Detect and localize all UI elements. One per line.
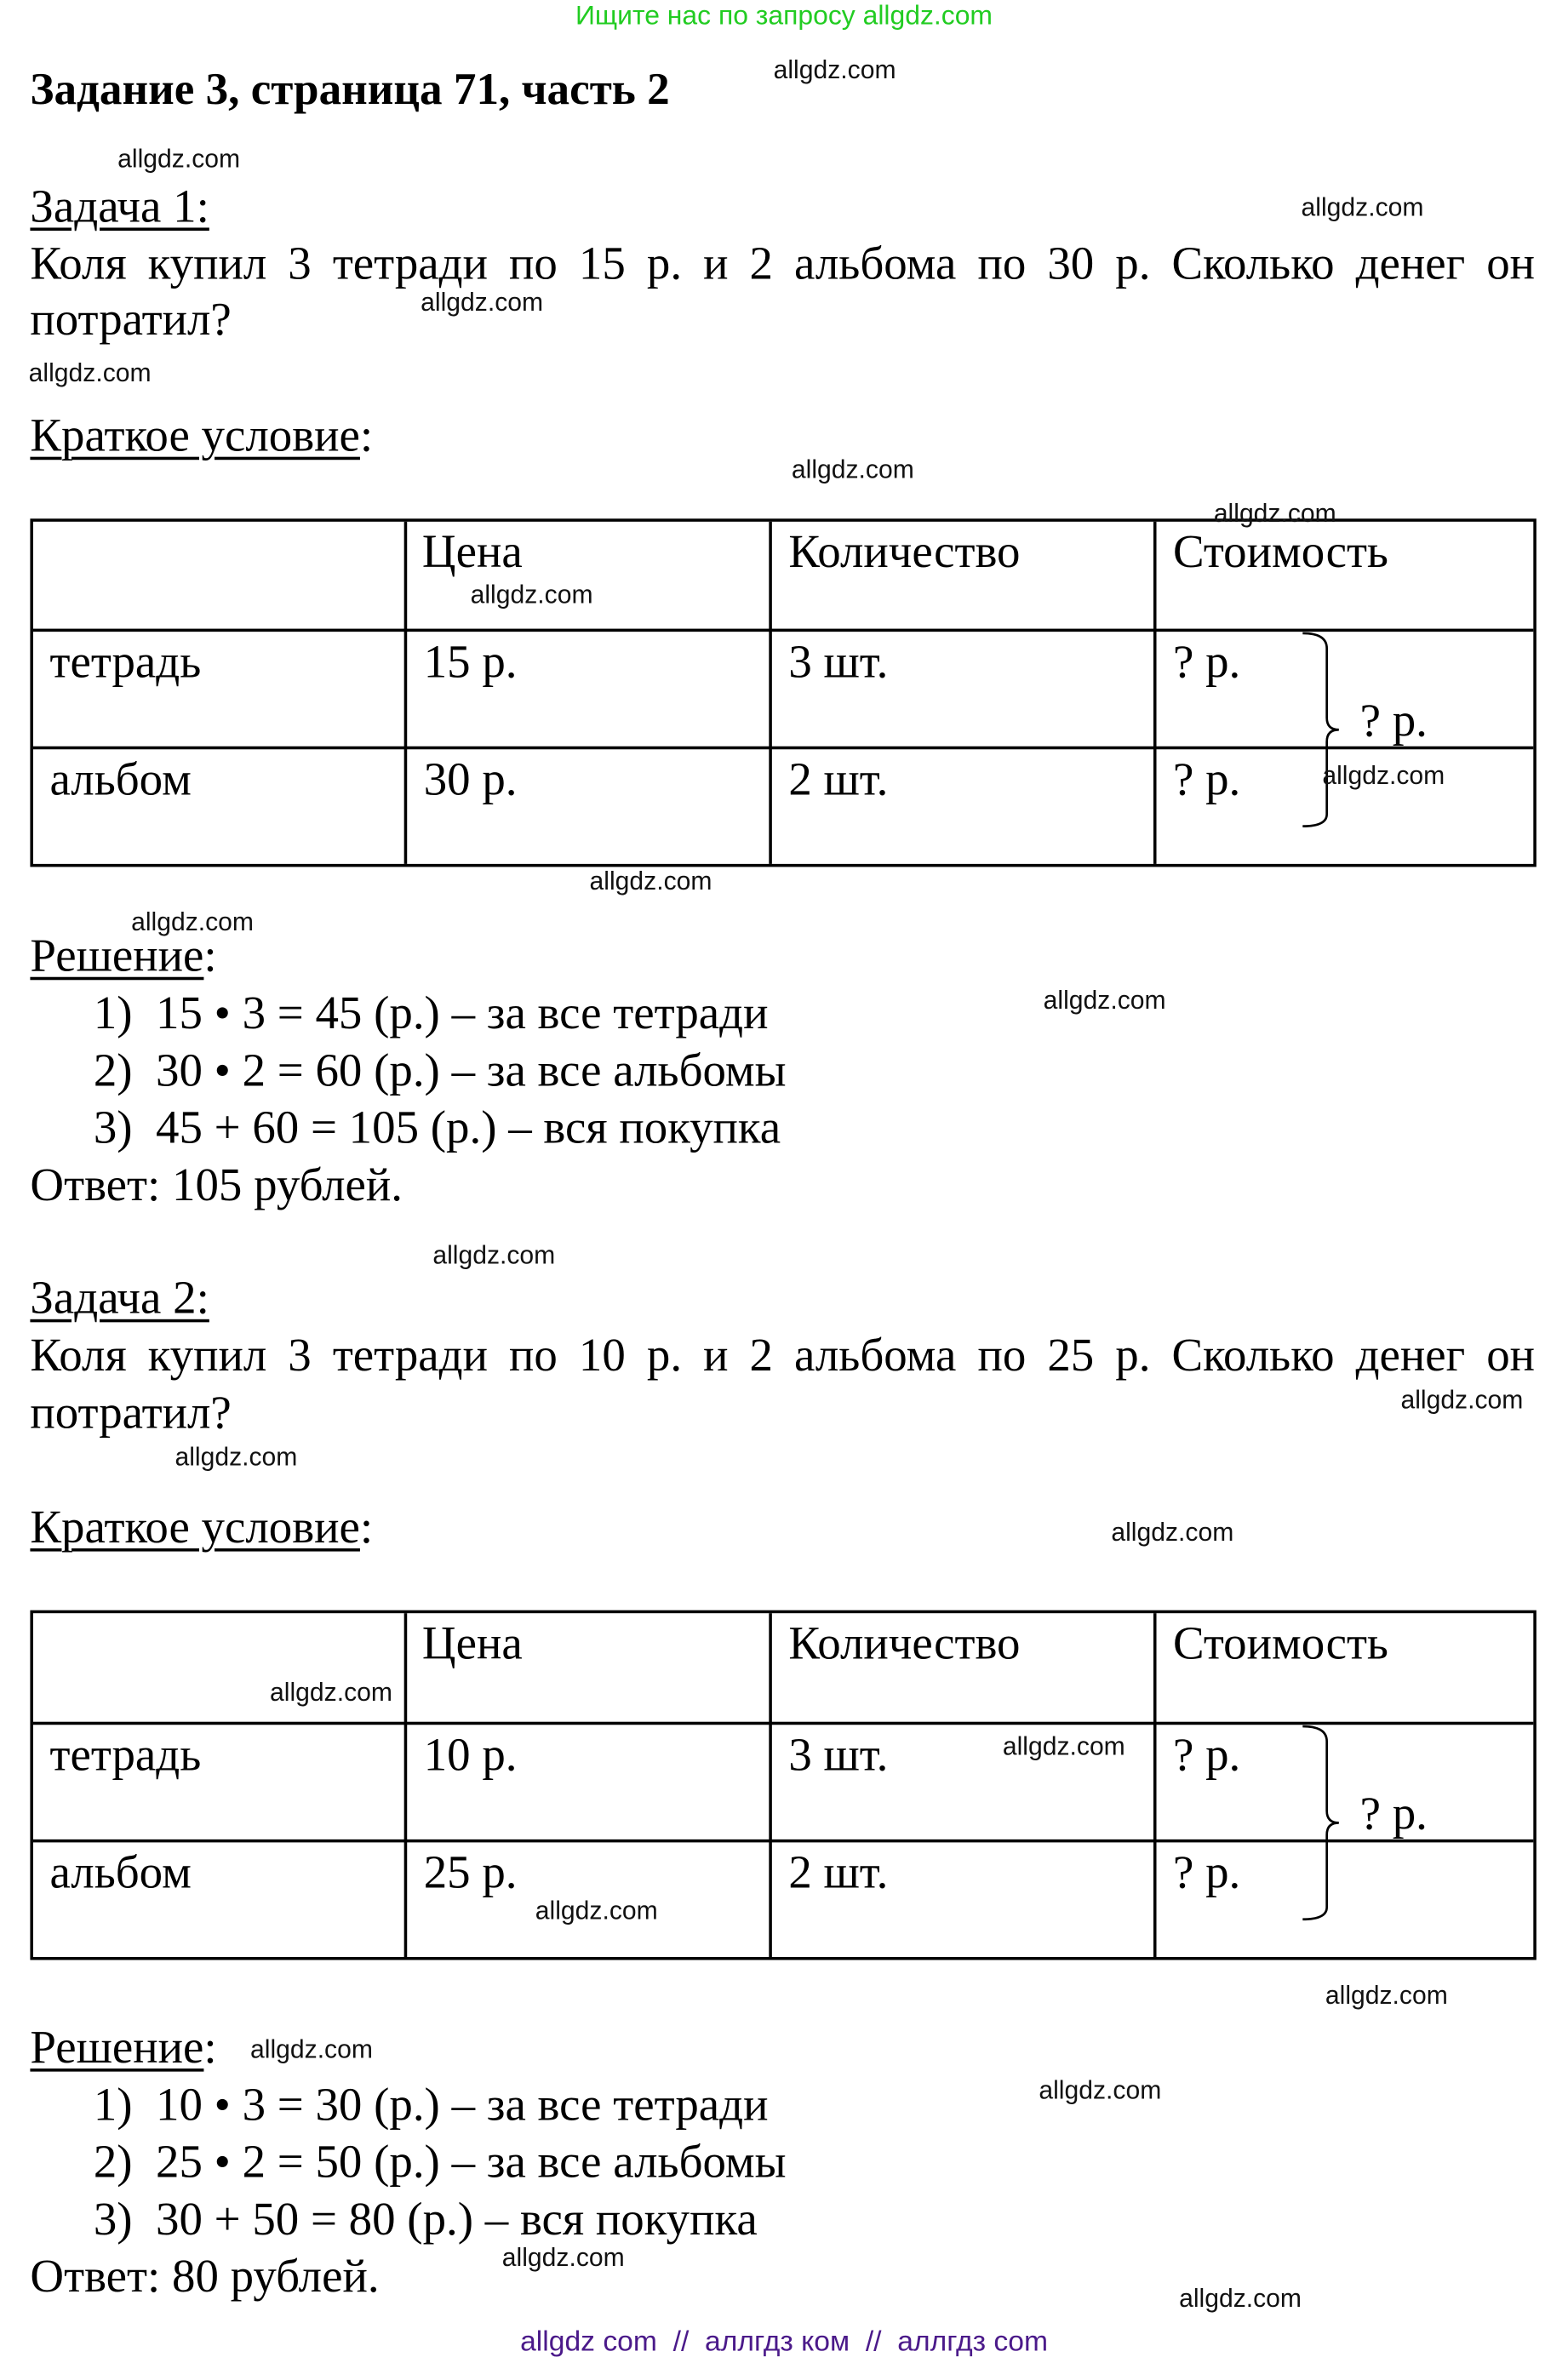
watermark: allgdz.com — [1039, 2075, 1162, 2105]
task1-step-3: 3) 45 + 60 = 105 (р.) – вся покупка — [93, 1100, 781, 1153]
task2-text-line1: Коля купил 3 тетради по 10 р. и 2 альбома по 25 р. Сколько денег он — [30, 1328, 1536, 1382]
row1-qty: 3 шт. — [788, 1727, 889, 1781]
row2-price: 30 р. — [423, 752, 518, 805]
task2-answer: Ответ: 80 рублей. — [30, 2249, 380, 2303]
row1-item: тетрадь — [49, 1727, 202, 1781]
watermark: allgdz.com — [421, 288, 544, 317]
watermark: allgdz.com — [28, 358, 152, 388]
row1-cost: ? р. — [1172, 1727, 1241, 1781]
watermark: allgdz.com — [250, 2035, 373, 2064]
watermark: allgdz.com — [432, 1240, 556, 1270]
header-quantity: Количество — [788, 1616, 1021, 1669]
top-banner: Ищите нас по запросу allgdz.com — [575, 0, 993, 31]
watermark: allgdz.com — [1400, 1385, 1524, 1415]
task1-text-line1: Коля купил 3 тетради по 15 р. и 2 альбома по 30 р. Сколько денег он — [30, 237, 1536, 290]
watermark: allgdz.com — [1301, 192, 1424, 222]
task1-step-1: 1) 15 • 3 = 45 (р.) – за все тетради — [93, 986, 769, 1039]
row2-item: альбом — [49, 752, 192, 805]
curly-brace-icon — [1267, 1723, 1342, 1925]
task1-condition-label: Краткое условие: — [30, 408, 374, 461]
watermark: allgdz.com — [773, 55, 896, 85]
total-cost: ? р. — [1359, 693, 1428, 747]
task1-solution-label: Решение: — [30, 929, 217, 982]
watermark: allgdz.com — [1111, 1518, 1234, 1548]
task1-answer: Ответ: 105 рублей. — [30, 1158, 403, 1211]
row2-cost: ? р. — [1172, 752, 1241, 805]
header-quantity: Количество — [788, 524, 1021, 578]
header-cost: Стоимость — [1172, 1616, 1388, 1669]
task1-table — [30, 518, 1536, 867]
watermark: allgdz.com — [791, 455, 914, 484]
task1-text-line2: потратил? — [30, 292, 232, 346]
table-col-line — [404, 522, 408, 864]
watermark: allgdz.com — [501, 2243, 625, 2273]
watermark: allgdz.com — [131, 907, 255, 936]
total-cost: ? р. — [1359, 1786, 1428, 1839]
task1-step-2: 2) 30 • 2 = 60 (р.) – за все альбомы — [93, 1043, 787, 1096]
row1-cost: ? р. — [1172, 634, 1241, 688]
watermark: allgdz.com — [470, 580, 593, 609]
task2-text-line2: потратил? — [30, 1385, 232, 1439]
row2-qty: 2 шт. — [788, 1845, 889, 1898]
task1-heading: Задача 1: — [30, 179, 209, 232]
table-col-line — [769, 522, 772, 864]
task2-solution-label: Решение: — [30, 2020, 217, 2074]
task2-heading: Задача 2: — [30, 1271, 209, 1325]
watermark: allgdz.com — [589, 867, 712, 896]
watermark: allgdz.com — [1043, 986, 1166, 1016]
row2-item: альбом — [49, 1845, 192, 1898]
row1-item: тетрадь — [49, 634, 202, 688]
row2-qty: 2 шт. — [788, 752, 889, 805]
watermark: allgdz.com — [1213, 499, 1336, 528]
watermark: allgdz.com — [1002, 1732, 1125, 1761]
header-price: Цена — [421, 1616, 523, 1669]
watermark: allgdz.com — [117, 145, 241, 174]
task2-step-2: 2) 25 • 2 = 50 (р.) – за все альбомы — [93, 2135, 787, 2188]
header-cost: Стоимость — [1172, 524, 1388, 578]
watermark: allgdz.com — [1325, 1981, 1448, 2011]
curly-brace-icon — [1267, 630, 1342, 832]
row1-price: 10 р. — [423, 1727, 518, 1781]
task2-step-1: 1) 10 • 3 = 30 (р.) – за все тетради — [93, 2077, 769, 2131]
bottom-banner: allgdz com // аллгдз ком // аллгдз com — [520, 2326, 1048, 2359]
task2-condition-label: Краткое условие: — [30, 1500, 374, 1553]
row1-qty: 3 шт. — [788, 634, 889, 688]
page-title: Задание 3, страница 71, часть 2 — [30, 65, 670, 115]
table-col-line — [769, 1613, 772, 1957]
watermark: allgdz.com — [270, 1678, 392, 1707]
header-price: Цена — [421, 524, 523, 578]
table-col-line — [1153, 1613, 1157, 1957]
watermark: allgdz.com — [175, 1443, 298, 1472]
watermark: allgdz.com — [1179, 2284, 1302, 2314]
watermark: allgdz.com — [1322, 761, 1445, 791]
task2-step-3: 3) 30 + 50 = 80 (р.) – вся покупка — [93, 2192, 758, 2246]
table-col-line — [404, 1613, 408, 1957]
watermark: allgdz.com — [535, 1897, 658, 1925]
row2-price: 25 р. — [423, 1845, 518, 1898]
row2-cost: ? р. — [1172, 1845, 1241, 1898]
task2-table — [30, 1611, 1536, 1960]
row1-price: 15 р. — [423, 634, 518, 688]
table-col-line — [1153, 522, 1157, 864]
